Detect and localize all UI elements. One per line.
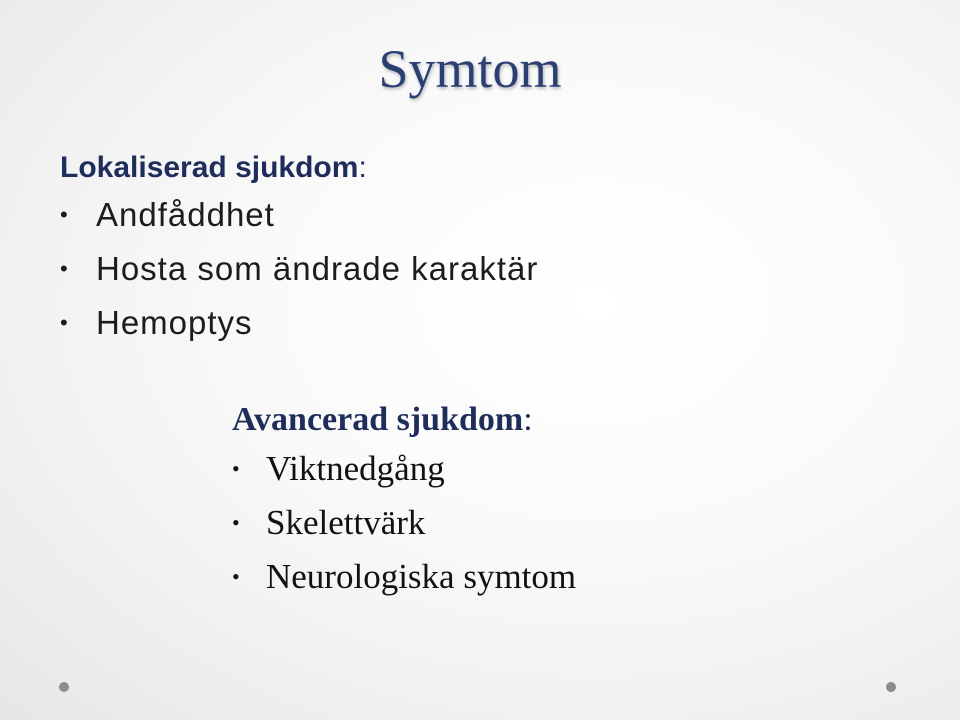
decorative-dot-icon (59, 682, 69, 692)
localized-disease-section (60, 148, 538, 350)
bullet-icon: • (60, 202, 69, 227)
list-item-text: Viktnedgång (266, 449, 445, 488)
list-item-text: Neurologiska symtom (266, 557, 577, 596)
list-item-text: Hemoptys (96, 304, 253, 341)
list-item (60, 296, 538, 350)
bullet-icon: • (232, 456, 240, 481)
list-item-text: Skelettvärk (266, 503, 426, 542)
localized-disease-heading-colon: : (358, 151, 367, 184)
list-item-text: Andfåddhet (96, 196, 275, 233)
bullet-icon: • (232, 510, 240, 535)
list-item-text: Hosta som ändrade karaktär (96, 250, 539, 287)
advanced-disease-heading-colon: : (523, 401, 533, 438)
bullet-icon: • (60, 256, 69, 281)
list-item (60, 188, 538, 242)
localized-disease-heading-text: Lokaliserad sjukdom (60, 151, 359, 184)
advanced-symptom-list (232, 442, 576, 604)
localized-disease-heading (60, 148, 538, 188)
advanced-disease-heading-text: Avancerad sjukdom (232, 401, 524, 438)
list-item (232, 442, 576, 496)
decorative-dot-icon (886, 682, 896, 692)
slide-title: Symtom (378, 39, 562, 99)
bullet-icon: • (60, 310, 69, 335)
list-item (60, 242, 538, 296)
localized-symptom-list (60, 188, 538, 350)
list-item (232, 496, 576, 550)
bullet-icon: • (232, 564, 240, 589)
list-item (232, 550, 576, 604)
advanced-disease-heading (232, 398, 576, 442)
advanced-disease-section (232, 398, 576, 604)
